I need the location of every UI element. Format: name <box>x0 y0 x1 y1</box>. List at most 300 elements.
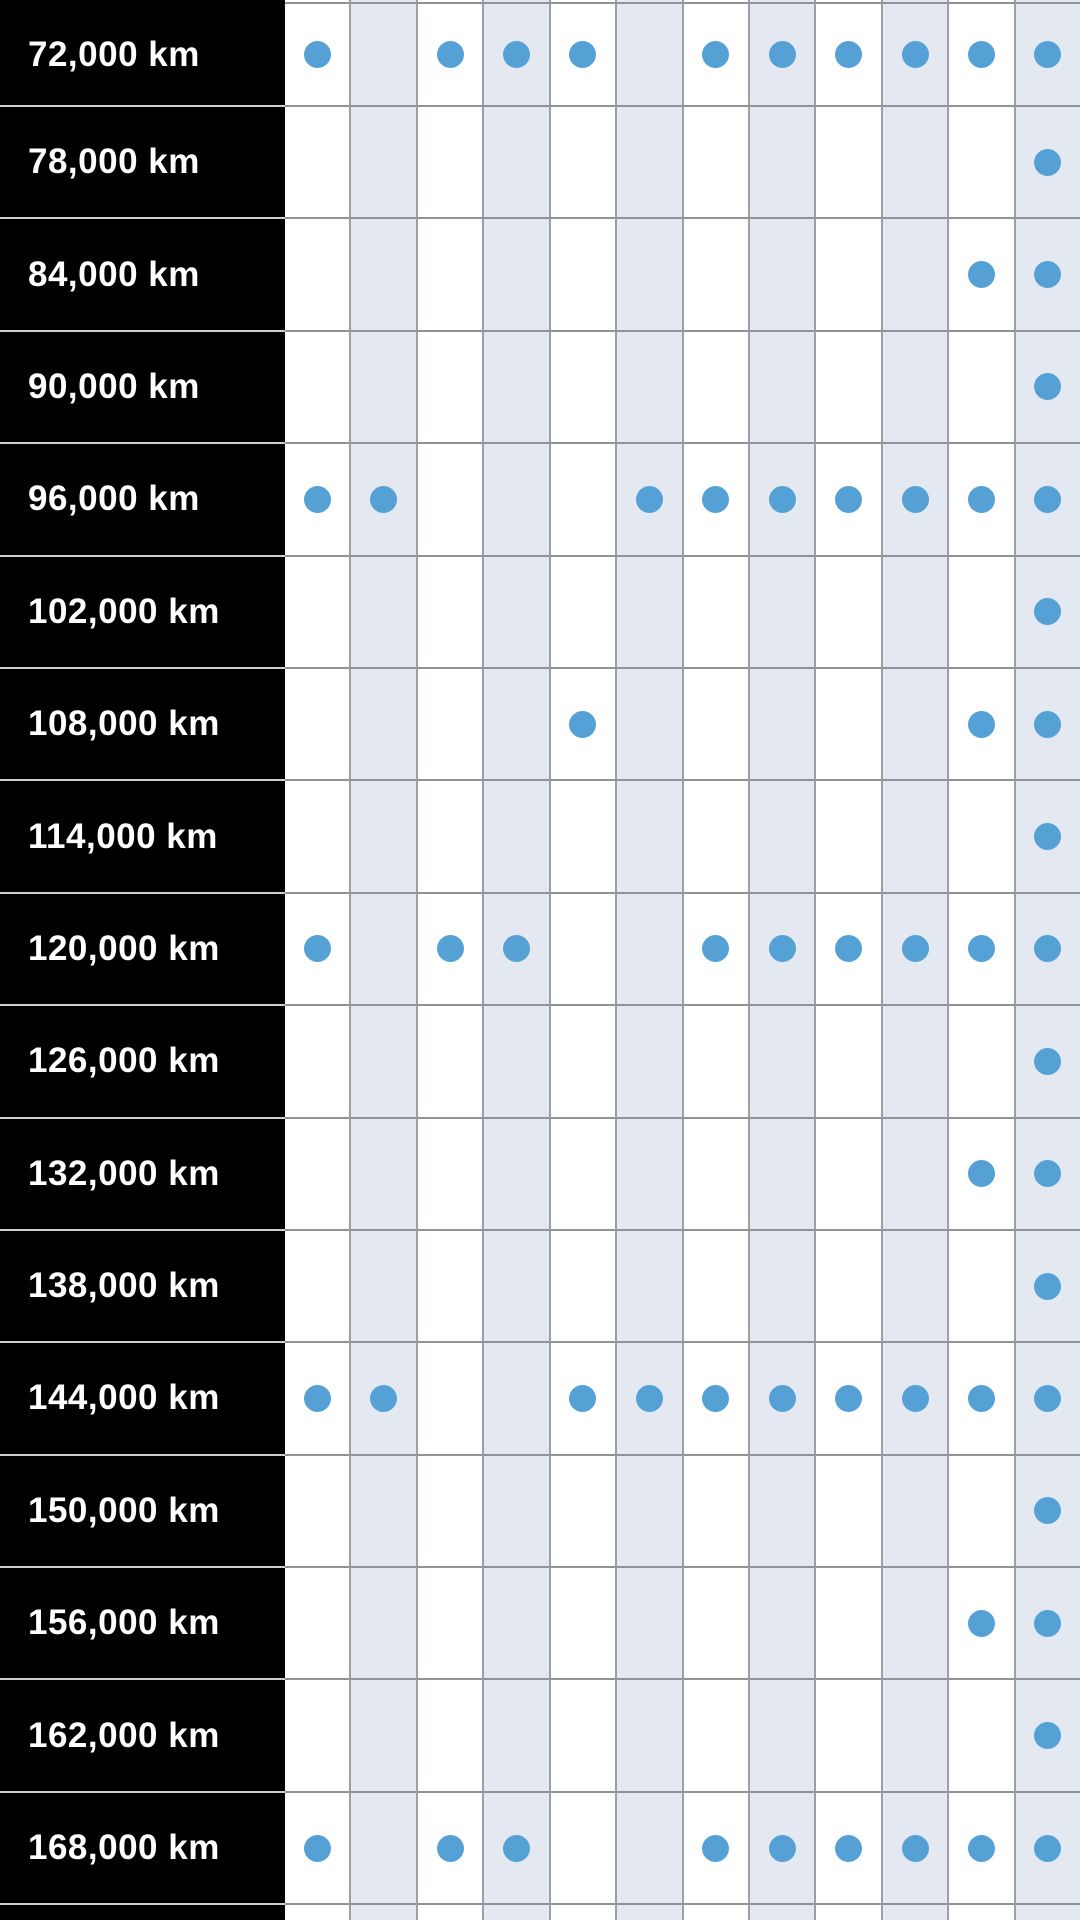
service-cell <box>349 1903 415 1920</box>
service-dot-icon <box>968 1610 995 1637</box>
service-cell <box>285 779 349 891</box>
table-row <box>0 1566 1080 1678</box>
service-dot-icon <box>835 41 862 68</box>
service-cell <box>349 1454 415 1566</box>
service-cell <box>416 1791 482 1903</box>
service-cell <box>947 1791 1013 1903</box>
table-row <box>0 1791 1080 1903</box>
service-cell <box>748 1454 814 1566</box>
service-dot-icon <box>503 935 530 962</box>
service-cell <box>416 892 482 1004</box>
service-cell <box>748 1117 814 1229</box>
service-cell <box>814 1903 880 1920</box>
service-cell <box>814 667 880 779</box>
service-cell <box>549 1004 615 1116</box>
service-cell <box>682 667 748 779</box>
service-dot-icon <box>702 41 729 68</box>
service-cell <box>416 2 482 105</box>
service-cell <box>881 1791 947 1903</box>
service-cell <box>814 892 880 1004</box>
service-cell <box>549 442 615 554</box>
table-row <box>0 1229 1080 1341</box>
service-cell <box>947 667 1013 779</box>
service-cell <box>682 2 748 105</box>
interval-label: 90,000 km <box>0 330 285 442</box>
service-cell <box>748 105 814 217</box>
service-cell <box>416 105 482 217</box>
service-cell <box>349 1004 415 1116</box>
interval-label: 150,000 km <box>0 1454 285 1566</box>
table-row <box>0 442 1080 554</box>
service-cell <box>682 1004 748 1116</box>
service-cell <box>1014 1117 1080 1229</box>
service-cell <box>1014 555 1080 667</box>
service-cell <box>549 1117 615 1229</box>
service-cell <box>947 1341 1013 1453</box>
service-cell <box>682 442 748 554</box>
service-dot-icon <box>1034 1160 1061 1187</box>
service-cell <box>1014 1229 1080 1341</box>
service-cell <box>814 1678 880 1790</box>
service-dot-icon <box>769 935 796 962</box>
service-dot-icon <box>1034 711 1061 738</box>
service-dot-icon <box>769 486 796 513</box>
service-cell <box>881 330 947 442</box>
service-cell <box>416 1903 482 1920</box>
service-dot-icon <box>835 1385 862 1412</box>
service-cell <box>881 1229 947 1341</box>
service-dot-icon <box>968 41 995 68</box>
service-dot-icon <box>902 41 929 68</box>
service-dot-icon <box>1034 1048 1061 1075</box>
service-cell <box>482 892 548 1004</box>
service-cell <box>748 2 814 105</box>
service-cell <box>947 892 1013 1004</box>
interval-label: 72,000 km <box>0 2 285 105</box>
table-row <box>0 330 1080 442</box>
service-cell <box>615 1004 681 1116</box>
service-dot-icon <box>437 1835 464 1862</box>
service-cell <box>1014 217 1080 329</box>
service-cell <box>549 2 615 105</box>
service-dot-icon <box>769 41 796 68</box>
service-cell <box>615 1454 681 1566</box>
service-cell <box>615 892 681 1004</box>
table-row <box>0 1903 1080 1920</box>
interval-label: 126,000 km <box>0 1004 285 1116</box>
service-cell <box>748 892 814 1004</box>
service-dot-icon <box>702 1835 729 1862</box>
service-cell <box>615 1117 681 1229</box>
service-cell <box>615 1341 681 1453</box>
service-cell <box>349 1229 415 1341</box>
table-row <box>0 555 1080 667</box>
table-row <box>0 892 1080 1004</box>
service-cell <box>482 1454 548 1566</box>
service-cell <box>615 1903 681 1920</box>
service-cell <box>682 1454 748 1566</box>
interval-label <box>0 1903 285 1920</box>
service-cell <box>682 217 748 329</box>
service-cell <box>285 1903 349 1920</box>
service-cell <box>1014 1791 1080 1903</box>
service-cell <box>748 1341 814 1453</box>
service-cell <box>349 1566 415 1678</box>
service-cell <box>1014 2 1080 105</box>
service-cell <box>748 1791 814 1903</box>
service-dot-icon <box>968 486 995 513</box>
service-cell <box>947 1117 1013 1229</box>
service-cell <box>416 330 482 442</box>
service-dot-icon <box>636 486 663 513</box>
service-cell <box>947 1004 1013 1116</box>
service-cell <box>748 1004 814 1116</box>
interval-label: 132,000 km <box>0 1117 285 1229</box>
service-dot-icon <box>1034 41 1061 68</box>
service-dot-icon <box>569 1385 596 1412</box>
service-cell <box>285 1566 349 1678</box>
service-dot-icon <box>702 486 729 513</box>
service-cell <box>814 1004 880 1116</box>
service-dot-icon <box>370 1385 397 1412</box>
service-cell <box>881 1004 947 1116</box>
service-cell <box>814 2 880 105</box>
service-cell <box>814 330 880 442</box>
service-cell <box>349 779 415 891</box>
service-cell <box>416 667 482 779</box>
service-cell <box>1014 1903 1080 1920</box>
service-cell <box>947 555 1013 667</box>
service-cell <box>1014 1454 1080 1566</box>
service-cell <box>682 105 748 217</box>
service-cell <box>349 555 415 667</box>
interval-label: 114,000 km <box>0 779 285 891</box>
service-cell <box>549 667 615 779</box>
service-cell <box>748 442 814 554</box>
service-cell <box>349 1117 415 1229</box>
service-cell <box>549 217 615 329</box>
service-dot-icon <box>503 1835 530 1862</box>
service-dot-icon <box>968 711 995 738</box>
service-cell <box>549 1341 615 1453</box>
interval-label: 168,000 km <box>0 1791 285 1903</box>
service-cell <box>947 217 1013 329</box>
service-cell <box>881 1903 947 1920</box>
service-cell <box>416 1229 482 1341</box>
service-dot-icon <box>1034 373 1061 400</box>
service-cell <box>682 1229 748 1341</box>
service-cell <box>416 1341 482 1453</box>
service-dot-icon <box>902 935 929 962</box>
service-cell <box>814 1566 880 1678</box>
service-cell <box>881 442 947 554</box>
service-cell <box>682 1791 748 1903</box>
service-dot-icon <box>968 1385 995 1412</box>
service-cell <box>947 2 1013 105</box>
service-cell <box>1014 1566 1080 1678</box>
interval-label: 156,000 km <box>0 1566 285 1678</box>
service-cell <box>482 1229 548 1341</box>
service-cell <box>814 1791 880 1903</box>
interval-label: 84,000 km <box>0 217 285 329</box>
service-cell <box>682 1117 748 1229</box>
service-cell <box>549 892 615 1004</box>
service-dot-icon <box>835 935 862 962</box>
service-cell <box>285 555 349 667</box>
service-dot-icon <box>1034 1722 1061 1749</box>
table-row <box>0 1004 1080 1116</box>
service-cell <box>482 1791 548 1903</box>
service-cell <box>682 1566 748 1678</box>
service-cell <box>682 892 748 1004</box>
table-row <box>0 779 1080 891</box>
service-cell <box>682 1903 748 1920</box>
service-cell <box>881 1678 947 1790</box>
service-cell <box>814 1454 880 1566</box>
service-cell <box>549 1903 615 1920</box>
service-cell <box>947 442 1013 554</box>
service-cell <box>881 1566 947 1678</box>
service-cell <box>285 217 349 329</box>
service-cell <box>285 1341 349 1453</box>
interval-label: 120,000 km <box>0 892 285 1004</box>
service-cell <box>349 1791 415 1903</box>
table-row <box>0 105 1080 217</box>
service-cell <box>549 105 615 217</box>
service-cell <box>349 892 415 1004</box>
interval-label: 162,000 km <box>0 1678 285 1790</box>
service-dot-icon <box>569 41 596 68</box>
service-dot-icon <box>968 935 995 962</box>
service-cell <box>615 217 681 329</box>
service-cell <box>482 1341 548 1453</box>
service-cell <box>615 667 681 779</box>
interval-label: 96,000 km <box>0 442 285 554</box>
service-dot-icon <box>902 1385 929 1412</box>
service-dot-icon <box>1034 1835 1061 1862</box>
service-cell <box>615 1566 681 1678</box>
service-cell <box>349 1678 415 1790</box>
service-cell <box>482 217 548 329</box>
interval-label: 144,000 km <box>0 1341 285 1453</box>
service-cell <box>349 330 415 442</box>
service-cell <box>285 1004 349 1116</box>
service-dot-icon <box>1034 1497 1061 1524</box>
service-cell <box>682 330 748 442</box>
service-cell <box>482 1117 548 1229</box>
service-dot-icon <box>304 1835 331 1862</box>
service-cell <box>285 2 349 105</box>
service-cell <box>814 1117 880 1229</box>
table-row <box>0 1678 1080 1790</box>
service-dot-icon <box>902 1835 929 1862</box>
service-cell <box>682 1341 748 1453</box>
interval-label: 78,000 km <box>0 105 285 217</box>
service-cell <box>615 330 681 442</box>
service-cell <box>881 555 947 667</box>
service-cell <box>947 1566 1013 1678</box>
service-cell <box>748 1229 814 1341</box>
service-cell <box>549 1791 615 1903</box>
service-cell <box>947 1678 1013 1790</box>
service-cell <box>748 330 814 442</box>
service-cell <box>482 330 548 442</box>
service-cell <box>482 2 548 105</box>
service-cell <box>285 330 349 442</box>
service-cell <box>814 105 880 217</box>
service-cell <box>349 105 415 217</box>
service-cell <box>748 1903 814 1920</box>
service-cell <box>285 1117 349 1229</box>
table-row <box>0 2 1080 105</box>
service-cell <box>482 105 548 217</box>
service-dot-icon <box>304 1385 331 1412</box>
service-cell <box>1014 892 1080 1004</box>
service-dot-icon <box>304 41 331 68</box>
service-cell <box>615 105 681 217</box>
service-cell <box>349 2 415 105</box>
service-cell <box>549 555 615 667</box>
service-dot-icon <box>437 41 464 68</box>
service-cell <box>1014 667 1080 779</box>
service-cell <box>748 667 814 779</box>
service-cell <box>549 330 615 442</box>
service-cell <box>881 105 947 217</box>
service-cell <box>947 1454 1013 1566</box>
table-row <box>0 1117 1080 1229</box>
service-cell <box>881 1117 947 1229</box>
service-cell <box>549 779 615 891</box>
service-cell <box>748 1566 814 1678</box>
service-cell <box>482 555 548 667</box>
service-cell <box>947 1229 1013 1341</box>
service-cell <box>1014 442 1080 554</box>
service-cell <box>416 442 482 554</box>
interval-label: 138,000 km <box>0 1229 285 1341</box>
service-cell <box>881 1341 947 1453</box>
service-cell <box>881 779 947 891</box>
service-cell <box>416 1004 482 1116</box>
service-dot-icon <box>304 486 331 513</box>
service-cell <box>748 779 814 891</box>
service-cell <box>285 667 349 779</box>
service-cell <box>549 1229 615 1341</box>
service-cell <box>285 442 349 554</box>
service-cell <box>947 1903 1013 1920</box>
service-cell <box>881 217 947 329</box>
service-dot-icon <box>370 486 397 513</box>
service-cell <box>748 217 814 329</box>
service-cell <box>482 667 548 779</box>
service-dot-icon <box>968 1160 995 1187</box>
service-dot-icon <box>1034 1385 1061 1412</box>
service-cell <box>814 1229 880 1341</box>
service-cell <box>881 2 947 105</box>
service-dot-icon <box>1034 935 1061 962</box>
service-dot-icon <box>769 1835 796 1862</box>
service-cell <box>482 1004 548 1116</box>
service-dot-icon <box>769 1385 796 1412</box>
service-cell <box>549 1678 615 1790</box>
service-dot-icon <box>304 935 331 962</box>
service-dot-icon <box>1034 1273 1061 1300</box>
service-cell <box>947 330 1013 442</box>
service-cell <box>416 1678 482 1790</box>
service-dot-icon <box>902 486 929 513</box>
service-dot-icon <box>968 261 995 288</box>
service-cell <box>615 1229 681 1341</box>
service-dot-icon <box>968 1835 995 1862</box>
service-dot-icon <box>1034 149 1061 176</box>
service-cell <box>615 1791 681 1903</box>
service-cell <box>748 1678 814 1790</box>
service-cell <box>482 1903 548 1920</box>
service-dot-icon <box>503 41 530 68</box>
service-cell <box>416 1117 482 1229</box>
service-cell <box>549 1454 615 1566</box>
service-cell <box>285 1678 349 1790</box>
service-cell <box>615 779 681 891</box>
service-cell <box>416 1454 482 1566</box>
table-row <box>0 1454 1080 1566</box>
service-cell <box>682 555 748 667</box>
service-cell <box>615 2 681 105</box>
service-dot-icon <box>636 1385 663 1412</box>
table-row <box>0 217 1080 329</box>
service-cell <box>349 217 415 329</box>
service-cell <box>1014 1341 1080 1453</box>
table-row <box>0 1341 1080 1453</box>
service-cell <box>1014 1004 1080 1116</box>
service-cell <box>682 779 748 891</box>
service-cell <box>416 217 482 329</box>
service-dot-icon <box>1034 261 1061 288</box>
service-cell <box>549 1566 615 1678</box>
service-cell <box>349 1341 415 1453</box>
service-cell <box>1014 105 1080 217</box>
service-dot-icon <box>1034 486 1061 513</box>
interval-label: 108,000 km <box>0 667 285 779</box>
service-dot-icon <box>1034 598 1061 625</box>
service-cell <box>1014 779 1080 891</box>
service-cell <box>416 1566 482 1678</box>
table-row <box>0 667 1080 779</box>
service-cell <box>814 217 880 329</box>
service-dot-icon <box>702 1385 729 1412</box>
service-dot-icon <box>702 935 729 962</box>
service-cell <box>416 555 482 667</box>
service-cell <box>881 1454 947 1566</box>
interval-label: 102,000 km <box>0 555 285 667</box>
service-cell <box>814 555 880 667</box>
service-cell <box>947 779 1013 891</box>
service-cell <box>285 1454 349 1566</box>
service-cell <box>482 1678 548 1790</box>
service-cell <box>482 779 548 891</box>
service-cell <box>881 892 947 1004</box>
service-cell <box>285 1791 349 1903</box>
service-cell <box>416 779 482 891</box>
service-dot-icon <box>835 486 862 513</box>
service-dot-icon <box>1034 1610 1061 1637</box>
service-dot-icon <box>1034 823 1061 850</box>
service-cell <box>748 555 814 667</box>
service-cell <box>1014 330 1080 442</box>
service-dot-icon <box>569 711 596 738</box>
service-cell <box>615 442 681 554</box>
service-cell <box>814 442 880 554</box>
service-cell <box>682 1678 748 1790</box>
